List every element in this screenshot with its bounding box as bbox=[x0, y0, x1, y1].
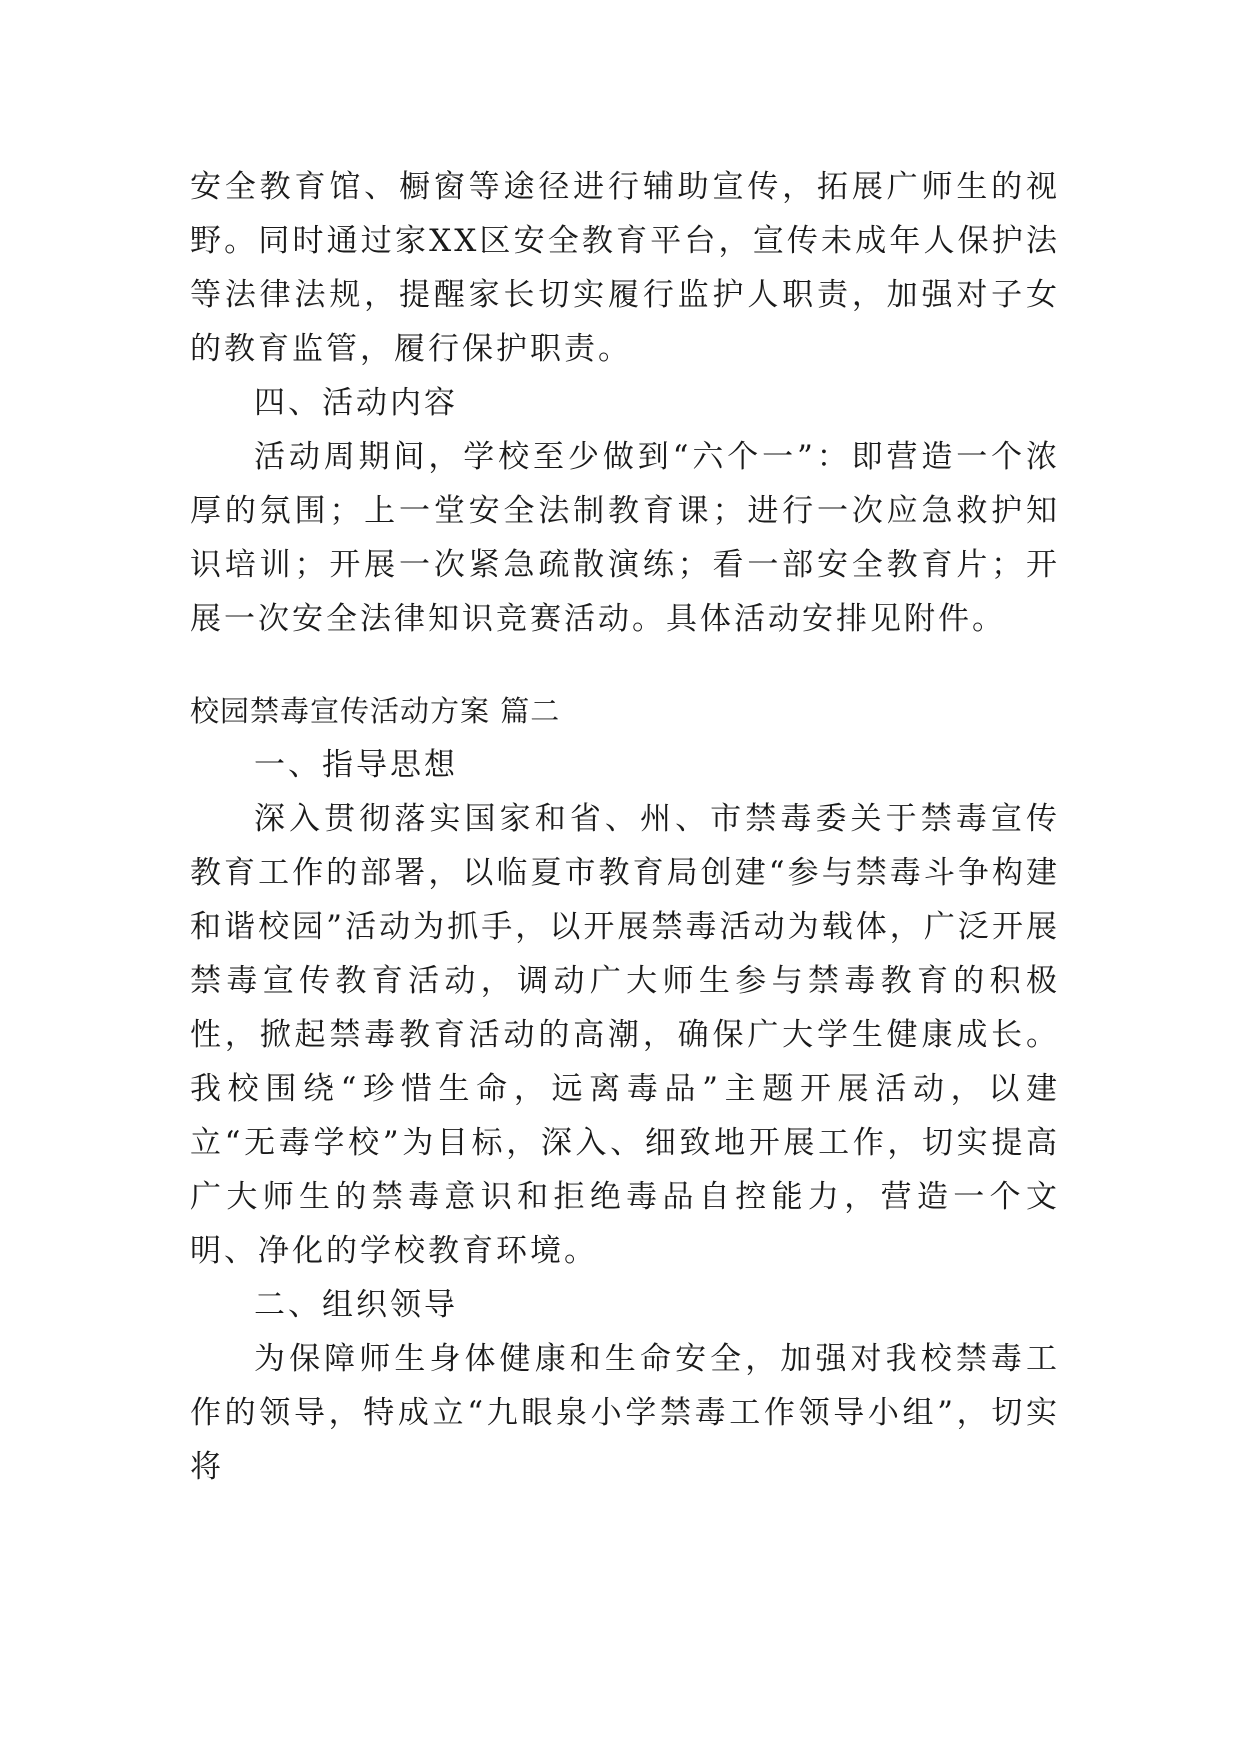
document-body bbox=[190, 160, 1060, 1494]
paragraph-activity-content: 活动周期间，学校至少做到“六个一”：即营造一个浓厚的氛围；上一堂安全法制教育课；进行一次应急救护知识培训；开展一次紧急疏散演练；看一部安全教育片；开展一次安全法律知识竞赛活动。具体活动安排见附件。 bbox=[190, 439, 1060, 637]
heading-organization: 二、组织领导 bbox=[254, 1287, 458, 1323]
section-title: 校园禁毒宣传活动方案 篇二 bbox=[190, 694, 561, 728]
heading-activity-content: 四、活动内容 bbox=[254, 385, 458, 421]
paragraph-continuation: 安全教育馆、橱窗等途径进行辅助宣传，拓展广师生的视野。同时通过家XX区安全教育平台，宣传未成年人保护法等法律法规，提醒家长切实履行监护人职责，加强对子女的教育监管，履行保护职责。 bbox=[190, 169, 1060, 367]
paragraph-organization: 为保障师生身体健康和生命安全，加强对我校禁毒工作的领导，特成立“九眼泉小学禁毒工作领导小组”，切实将 bbox=[190, 1341, 1060, 1485]
heading-guiding-thought: 一、指导思想 bbox=[254, 747, 458, 783]
paragraph-guiding-thought: 深入贯彻落实国家和省、州、市禁毒委关于禁毒宣传教育工作的部署，以临夏市教育局创建“参与禁毒斗争构建和谐校园”活动为抓手，以开展禁毒活动为载体，广泛开展禁毒宣传教育活动，调动广大师生参与禁毒教育的积极性，掀起禁毒教育活动的高潮，确保广大学生健康成长。我校围绕“珍惜生命，远离毒品”主题开展活动，以建立“无毒学校”为目标，深入、细致地开展工作，切实提高广大师生的禁毒意识和拒绝毒品自控能力，营造一个文明、净化的学校教育环境。 bbox=[190, 801, 1060, 1269]
